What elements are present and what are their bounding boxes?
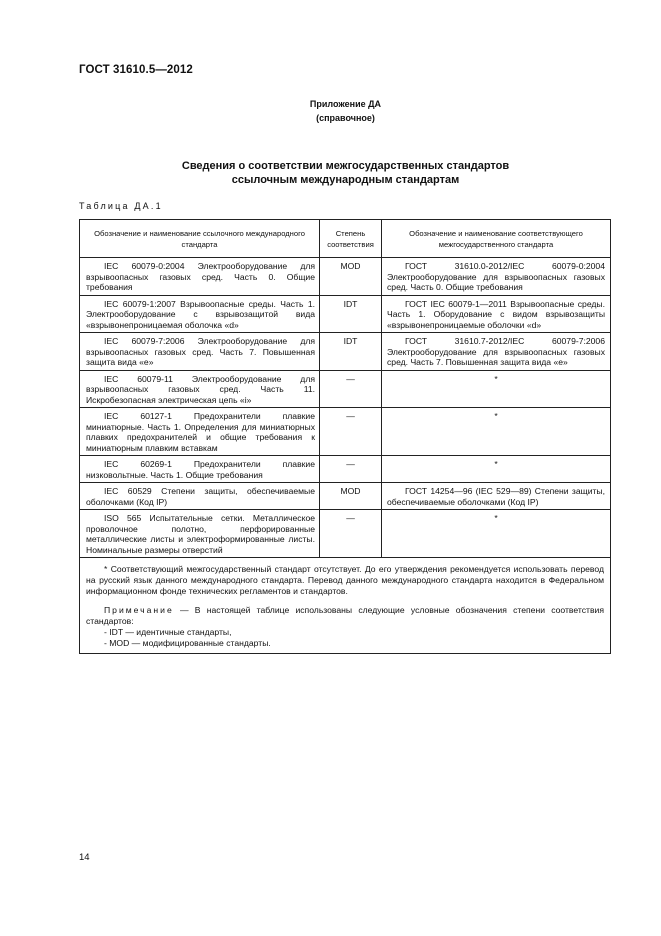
reference-standard-cell: IEC 60529 Степени защиты, обеспечиваемые оболочками (Код IP) <box>80 483 320 510</box>
degree-cell: IDT <box>320 295 382 333</box>
table-header-row <box>80 220 611 258</box>
footnote-text: * Соответствующий межгосударственный стандарт отсутствует. До его утверждения рекомендуется использовать перевод на русский язык данного международного стандарта. Перевод данного международного стандарта находится в Федеральном информационном фонде технических регламентов и стандартов. <box>86 564 604 596</box>
appendix-title: Приложение ДА <box>309 99 382 109</box>
degree-cell: IDT <box>320 333 382 371</box>
reference-standard-cell: IEC 60269-1 Предохранители плавкие низковольтные. Часть 1. Общие требования <box>80 456 320 483</box>
section-title <box>0 159 661 187</box>
conformity-table <box>79 219 611 654</box>
reference-standard-cell: IEC 60079-0:2004 Электрооборудование для взрывоопасных газовых сред. Часть 0. Общие требования <box>80 258 320 296</box>
degree-cell: — <box>320 456 382 483</box>
note-paragraph <box>86 605 604 627</box>
column-header-interstate: Обозначение и наименование соответствующего межгосударственного стандарта <box>382 220 611 258</box>
degree-cell: — <box>320 370 382 408</box>
interstate-standard-cell: ГОСТ IEC 60079-1—2011 Взрывоопасные среды. Часть 1. Оборудование с видом взрывозащиты «взрывонепроницаемые оболочки «d» <box>382 295 611 333</box>
table-row <box>80 456 611 483</box>
table-row <box>80 333 611 371</box>
note-item-idt: - IDT — идентичные стандарты, <box>104 627 232 637</box>
table-row <box>80 483 611 510</box>
column-header-degree: Степень соответствия <box>320 220 382 258</box>
appendix-heading <box>0 97 661 125</box>
table-row <box>80 370 611 408</box>
interstate-standard-cell: * <box>382 510 611 558</box>
reference-standard-cell: IEC 60079-7:2006 Электрооборудование для взрывоопасных газовых сред. Часть 7. Повышенная защита вида «е» <box>80 333 320 371</box>
degree-cell: — <box>320 510 382 558</box>
note-label: Примечание <box>104 605 174 615</box>
reference-standard-cell: IEC 60127-1 Предохранители плавкие миниатюрные. Часть 1. Определения для миниатюрных плавких предохранителей и общие требования к миниатюрным плавким вставкам <box>80 408 320 456</box>
interstate-standard-cell: ГОСТ 14254—96 (IEC 529—89) Степени защиты, обеспечиваемые оболочками (Код IP) <box>382 483 611 510</box>
note-item-mod: - MOD — модифицированные стандарты. <box>104 638 271 648</box>
table-row <box>80 258 611 296</box>
table-footnotes <box>80 558 610 653</box>
table-row <box>80 295 611 333</box>
table-footnote-row <box>80 558 611 654</box>
interstate-standard-cell: * <box>382 456 611 483</box>
document-code: ГОСТ 31610.5—2012 <box>79 64 193 76</box>
degree-cell: MOD <box>320 483 382 510</box>
reference-standard-cell: IEC 60079-11 Электрооборудование для взрывоопасных газовых сред. Часть 11. Искробезопасная электрическая цепь «i» <box>80 370 320 408</box>
table-row <box>80 510 611 558</box>
table-footnote-cell <box>80 558 611 654</box>
section-title-line2: ссылочным международным стандартам <box>231 174 460 186</box>
interstate-standard-cell: * <box>382 408 611 456</box>
interstate-standard-cell: * <box>382 370 611 408</box>
degree-cell: MOD <box>320 258 382 296</box>
note-text: — В настоящей таблице использованы следующие условные обозначения степени соответствия стандартов: <box>86 605 604 626</box>
degree-cell: — <box>320 408 382 456</box>
page-number: 14 <box>79 852 90 863</box>
table-row <box>80 408 611 456</box>
reference-standard-cell: ISO 565 Испытательные сетки. Металлическое проволочное полотно, перфорированные металлические листы и электроформированные листы. Номинальные размеры отверстий <box>80 510 320 558</box>
table-caption: Таблица ДА.1 <box>79 201 163 211</box>
section-title-line1: Сведения о соответствии межгосударственных стандартов <box>181 160 510 172</box>
interstate-standard-cell: ГОСТ 31610.7-2012/IEC 60079-7:2006 Электрооборудование для взрывоопасных газовых сред. Часть 7. Повышенная защита вида «е» <box>382 333 611 371</box>
reference-standard-cell: IEC 60079-1:2007 Взрывоопасные среды. Часть 1. Электрооборудование с взрывозащитой вида «взрывонепроницаемая оболочка «d» <box>80 295 320 333</box>
interstate-standard-cell: ГОСТ 31610.0-2012/IEC 60079-0:2004 Электрооборудование для взрывоопасных газовых сред. Часть 0. Общие требования <box>382 258 611 296</box>
appendix-subtitle: (справочное) <box>316 113 375 123</box>
column-header-reference: Обозначение и наименование ссылочного международного стандарта <box>80 220 320 258</box>
